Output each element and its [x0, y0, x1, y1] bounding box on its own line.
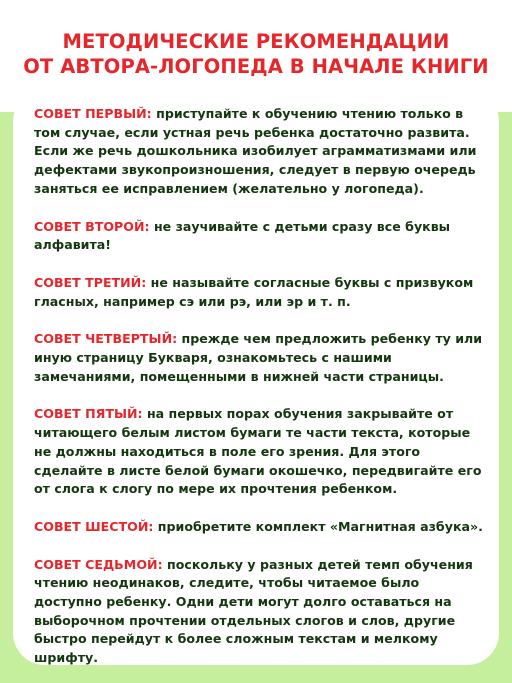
tip-text: поскольку у разных детей темп обучения чтению неодинаков, следите, чтобы читаемое было доступно ребенку. Одни дети могут долго оставаться на выборочном прочтении отдельных слогов и слов, другие быстро перейдут к более сложным текстам и мелкому шрифту.	[34, 556, 473, 666]
tip-text: не заучивайте с детьми сразу все буквы алфавита!	[34, 218, 451, 253]
tips-card	[13, 90, 499, 665]
tip-text: прежде чем предложить ребенку ту или иную страницу Букваря, ознакомьтесь с нашими замечаниями, помещенными в нижней части страницы.	[34, 331, 483, 384]
tip-label: СОВЕТ ВТОРОЙ:	[34, 218, 150, 234]
tip-text: не называйте согласные буквы с призвуком гласных, например сэ или рэ, или эр и т. п.	[34, 274, 474, 309]
tip-label: СОВЕТ ТРЕТИЙ:	[34, 274, 147, 290]
tip-text: приступайте к обучению чтению только в том случае, если устная речь ребенка достаточно развита. Если же речь дошкольника изобилует аграмматизмами или дефектами звукопроизношения, следует в первую очередь заняться ее исправлением (желательно у логопеда).	[34, 106, 477, 196]
tip-label: СОВЕТ ШЕСТОЙ:	[34, 518, 154, 534]
tip-label: СОВЕТ ПЕРВЫЙ:	[34, 106, 152, 121]
tip-label: СОВЕТ ЧЕТВЕРТЫЙ:	[34, 331, 178, 347]
tip-third	[34, 274, 489, 311]
tip-fourth	[34, 330, 489, 386]
tip-label: СОВЕТ ПЯТЫЙ:	[34, 406, 143, 422]
page-title-line-2: ОТ АВТОРА-ЛОГОПЕДА В НАЧАЛЕ КНИГИ	[23, 55, 489, 78]
tip-second	[34, 218, 489, 255]
tip-fifth	[34, 405, 489, 499]
page-title	[0, 29, 512, 79]
tip-seventh	[34, 556, 489, 668]
tip-first	[34, 105, 489, 199]
page-title-line-1: МЕТОДИЧЕСКИЕ РЕКОМЕНДАЦИИ	[62, 30, 450, 53]
tip-sixth	[34, 518, 489, 537]
tip-label: СОВЕТ СЕДЬМОЙ:	[34, 556, 163, 572]
tip-text: приобретите комплект «Магнитная азбука».	[157, 518, 483, 534]
tip-text: на первых порах обучения закрывайте от читающего белым листом бумаги те части текста, которые не должны находиться в поле его зрения. Для этого сделайте в листе белой бумаги окошечко, передвигайте его от слога к слогу по мере их прочтения ребенком.	[34, 406, 482, 497]
